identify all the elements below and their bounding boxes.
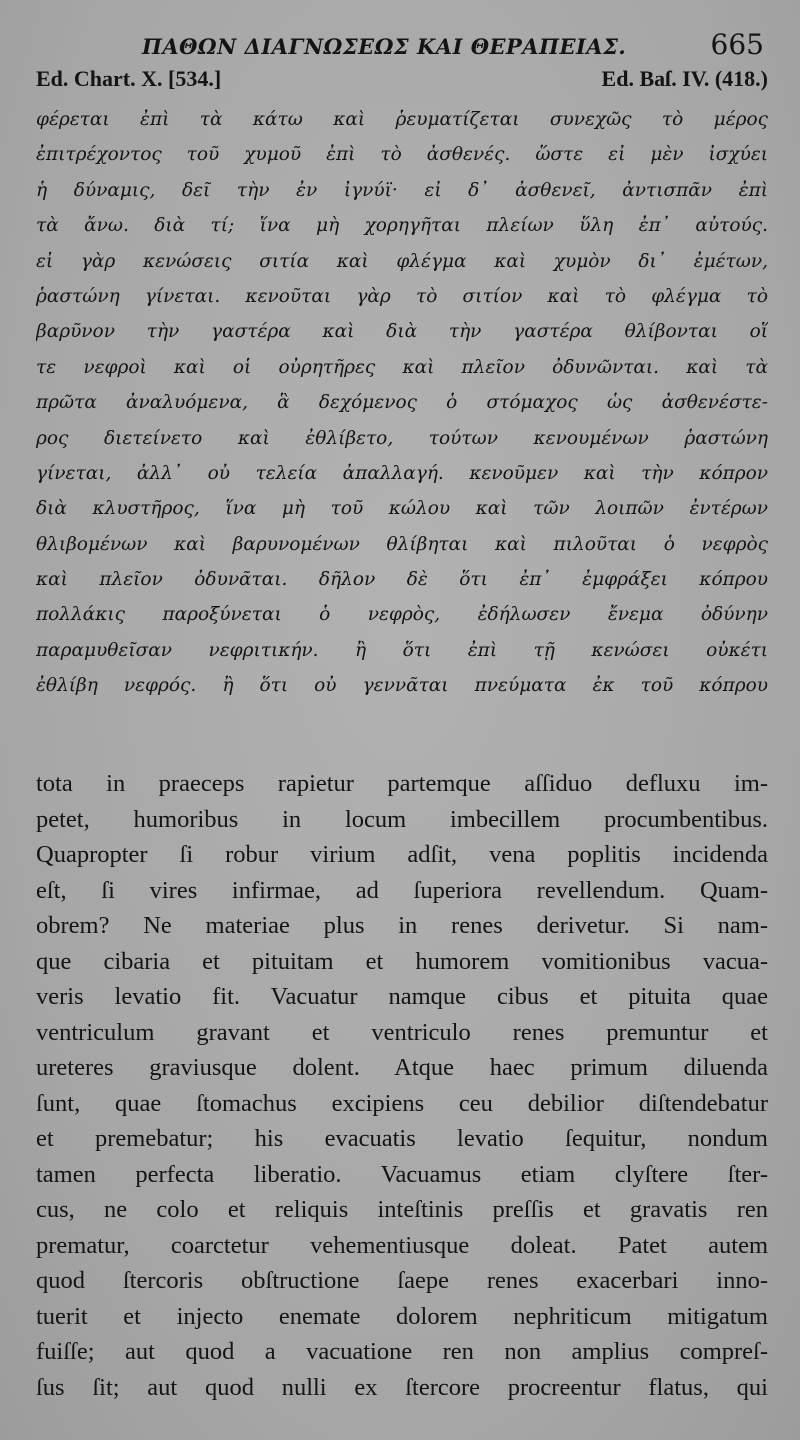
latin-line: cus, ne colo et reliquis inteſtinis preſſis et gravatis ren <box>36 1196 768 1223</box>
latin-line: et premebatur; his evacuatis levatio ſequitur, nondum <box>36 1125 768 1152</box>
greek-line: γίνεται, ἀλλ᾽ οὐ τελεία ἀπαλλαγή. κενοῦμεν καὶ τὴν κόπρον <box>36 462 768 484</box>
latin-line: ſunt, quae ſtomachus excipiens ceu debilior diſtendebatur <box>36 1089 768 1117</box>
latin-line: prematur, coarctetur vehementiusque doleat. Patet autem <box>36 1231 768 1259</box>
latin-line: tamen perfecta liberatio. Vacuamus etiam clyſtere ſter- <box>36 1160 768 1188</box>
page-number: 665 <box>710 28 764 61</box>
greek-line: θλιβομένων καὶ βαρυνομένων θλίβηται καὶ πιλοῦται ὁ νεφρὸς <box>36 533 768 555</box>
latin-line: fuiſſe; aut quod a vacuatione ren non amplius compreſ- <box>36 1338 768 1365</box>
greek-text-block <box>36 102 768 704</box>
greek-line: πολλάκις παροξύνεται ὁ νεφρὸς, ἐδήλωσεν ἔνεμα ὀδύνην <box>36 604 768 626</box>
greek-line: τε νεφροὶ καὶ οἱ οὐρητῆρες καὶ πλεῖον ὀδυνῶνται. καὶ τὰ <box>36 356 768 378</box>
edition-reference-basel: Ed. Baſ. IV. (418.) <box>601 66 768 91</box>
latin-line: tota in praeceps rapietur partemque aſſiduo defluxu im- <box>36 770 768 797</box>
greek-line: εἰ γὰρ κενώσεις σιτία καὶ φλέγμα καὶ χυμὸν δι᾽ ἐμέτων, <box>36 250 768 272</box>
latin-line: veris levatio fit. Vacuatur namque cibus et pituita quae <box>36 983 768 1010</box>
latin-line: petet, humoribus in locum imbecillem procumbentibus. <box>36 805 768 833</box>
greek-line: πρῶτα ἀναλυόμενα, ἃ δεχόμενος ὁ στόμαχος ὡς ἀσθενέστε- <box>36 392 768 414</box>
greek-line: ἐθλίβη νεφρός. ἢ ὅτι οὐ γεννᾶται πνεύματα ἐκ τοῦ κόπρου <box>36 675 768 697</box>
greek-line: καὶ πλεῖον ὀδυνᾶται. δῆλον δὲ ὅτι ἐπ᾽ ἐμφράξει κόπρου <box>36 569 768 591</box>
latin-line: que cibaria et pituitam et humorem vomitionibus vacua- <box>36 947 768 975</box>
latin-line: Quapropter ſi robur virium adſit, vena poplitis incidenda <box>36 841 768 868</box>
latin-line: tuerit et injecto enemate dolorem nephriticum mitigatum <box>36 1302 768 1330</box>
edition-references <box>36 66 768 100</box>
greek-line: ἐπιτρέχοντος τοῦ χυμοῦ ἐπὶ τὸ ἀσθενές. ὥστε εἰ μὲν ἰσχύει <box>36 144 768 166</box>
greek-line: φέρεται ἐπὶ τὰ κάτω καὶ ῥευματίζεται συνεχῶς τὸ μέρος <box>36 109 768 130</box>
greek-line: παραμυθεῖσαν νεφριτικήν. ἢ ὅτι ἐπὶ τῇ κενώσει οὐκέτι <box>36 639 768 661</box>
greek-line: βαρῦνον τὴν γαστέρα καὶ διὰ τὴν γαστέρα θλίβονται οἵ <box>36 321 768 343</box>
edition-reference-chartier: Ed. Chart. X. [534.] <box>36 66 222 91</box>
greek-line: ἡ δύναμις, δεῖ τὴν ἐν ἰγνύϊ· εἰ δ᾽ ἀσθενεῖ, ἀντισπᾶν ἐπὶ <box>36 179 768 201</box>
greek-line: τὰ ἄνω. διὰ τί; ἵνα μὴ χορηγῆται πλείων ὕλη ἐπ᾽ αὐτούς. <box>36 215 768 237</box>
latin-line: ventriculum gravant et ventriculo renes premuntur et <box>36 1018 768 1046</box>
latin-line: obrem? Ne materiae plus in renes derivetur. Si nam- <box>36 912 768 939</box>
latin-line: ureteres graviusque dolent. Atque haec primum diluenda <box>36 1054 768 1081</box>
greek-line: ρος διετείνετο καὶ ἐθλίβετο, τούτων κενουμένων ῥαστώνη <box>36 427 768 449</box>
latin-line: quod ſtercoris obſtructione ſaepe renes exacerbari inno- <box>36 1267 768 1294</box>
running-head <box>0 28 800 68</box>
greek-line: ῥαστώνη γίνεται. κενοῦται γὰρ τὸ σιτίον καὶ τὸ φλέγμα τὸ <box>36 285 768 307</box>
greek-line: διὰ κλυστῆρος, ἵνα μὴ τοῦ κώλου καὶ τῶν λοιπῶν ἐντέρων <box>36 498 768 520</box>
latin-text-block <box>36 766 768 1405</box>
latin-line: ſus ſit; aut quod nulli ex ſtercore procreentur flatus, qui <box>36 1373 768 1401</box>
running-title: ΠΑΘΩΝ ΔΙΑΓΝΩΣΕΩΣ ΚΑΙ ΘΕΡΑΠΕΙΑΣ. <box>142 34 627 59</box>
latin-line: eſt, ſi vires infirmae, ad ſuperiora revellendum. Quam- <box>36 876 768 904</box>
